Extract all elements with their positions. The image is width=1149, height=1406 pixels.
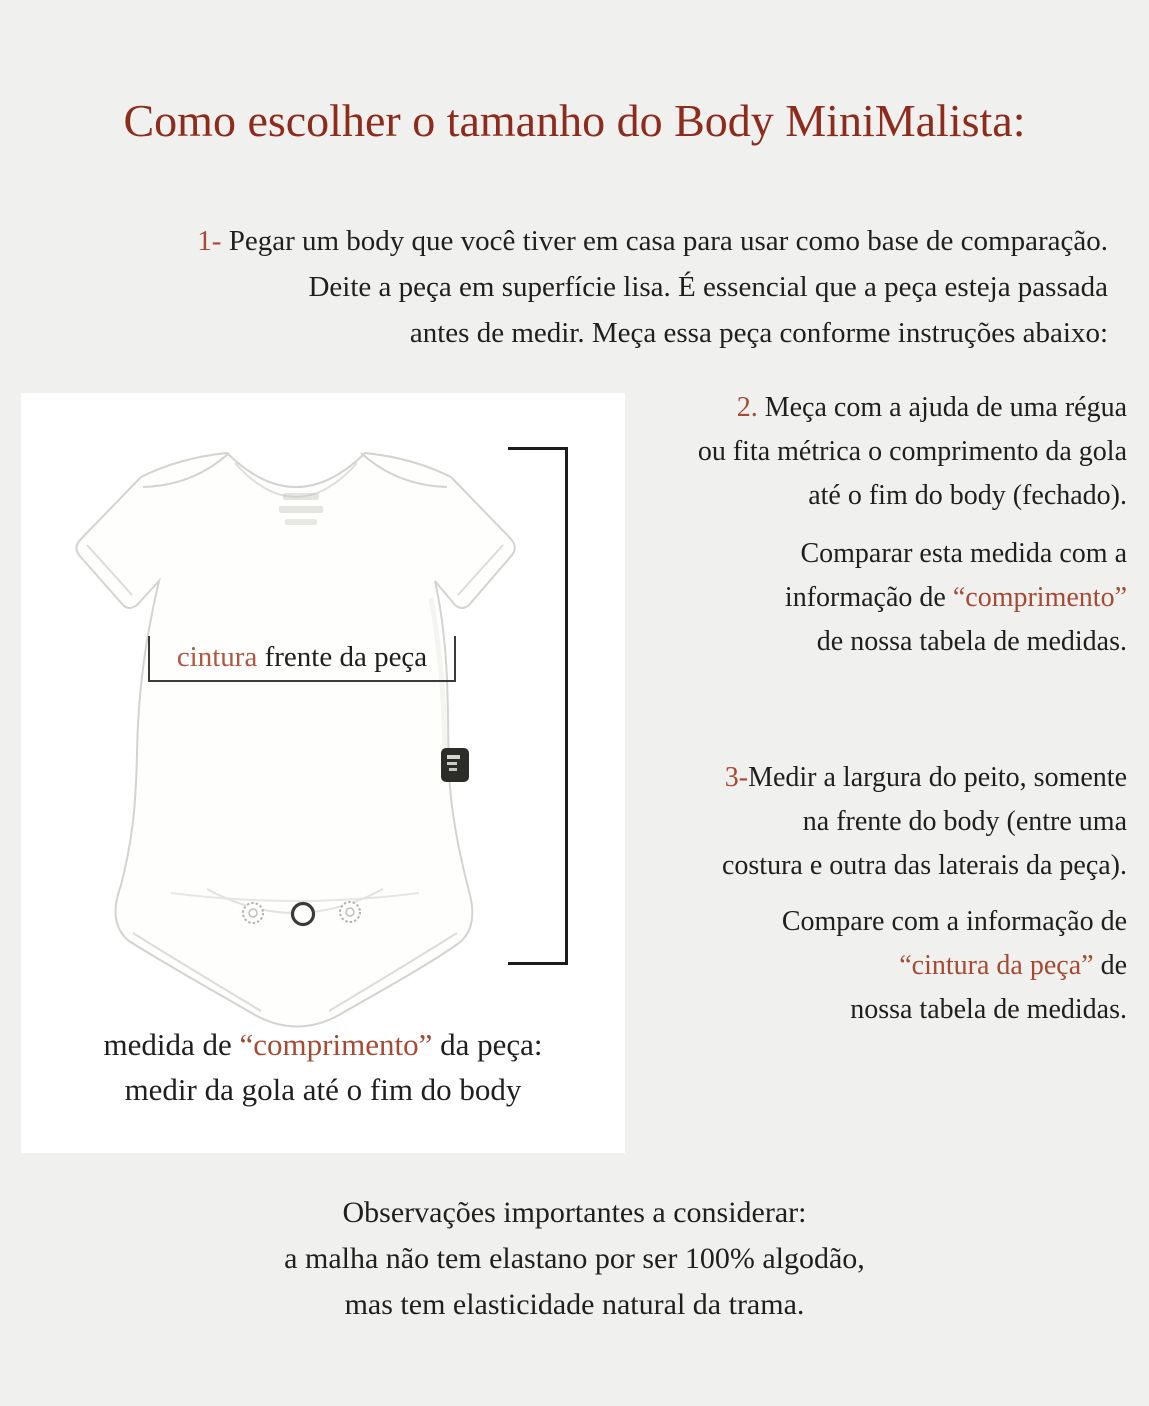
step2-compare-line2: informação de “comprimento” xyxy=(784,582,1127,613)
snap-button-center-icon xyxy=(293,904,314,925)
caption-line1: medida de “comprimento” da peça: xyxy=(103,1027,543,1062)
notes-line3: mas tem elasticidade natural da trama. xyxy=(344,1288,805,1321)
bodysuit-outline xyxy=(76,453,514,1027)
notes-line1: Observações importantes a considerar: xyxy=(342,1196,807,1229)
step1-line1: 1- Pegar um body que você tiver em casa para usar como base de comparação. xyxy=(197,225,1108,257)
step2-number: 2. xyxy=(736,392,758,423)
step2-line3: até o fim do body (fechado). xyxy=(808,480,1127,511)
neck-print xyxy=(279,493,323,525)
waist-label-rest: frente da peça xyxy=(257,641,428,673)
step1-text xyxy=(70,218,1108,356)
length-measure-bracket xyxy=(508,447,568,965)
step2-line1: 2. Meça com a ajuda de uma régua xyxy=(736,392,1127,423)
step3-number: 3- xyxy=(724,762,749,793)
step3-compare-line2: “cintura da peça” de xyxy=(899,950,1127,981)
notes-text xyxy=(0,1190,1149,1328)
waist-measure-label xyxy=(148,636,456,682)
step1-line3: antes de medir. Meça essa peça conforme instruções abaixo: xyxy=(409,317,1108,349)
waist-label-highlight: cintura xyxy=(176,641,258,673)
comprimento-highlight: “comprimento” xyxy=(952,582,1127,613)
page-title: Como escolher o tamanho do Body MiniMalista: xyxy=(123,95,1026,146)
step2-compare-line3: de nossa tabela de medidas. xyxy=(816,626,1127,657)
step2-line2: ou fita métrica o comprimento da gola xyxy=(697,436,1127,467)
step3-compare-line3: nossa tabela de medidas. xyxy=(850,994,1127,1025)
step2-compare-text xyxy=(622,532,1127,664)
care-tag xyxy=(441,748,469,782)
step3-line1: 3-Medir a largura do peito, somente xyxy=(724,762,1127,793)
step3-line3: costura e outra das laterais da peça). xyxy=(721,850,1127,881)
step2-text xyxy=(622,386,1127,518)
step2-compare-line1: Comparar esta medida com a xyxy=(800,538,1127,569)
step3-text xyxy=(622,756,1127,888)
notes-line2: a malha não tem elastano por ser 100% algodão, xyxy=(284,1242,865,1275)
steps-column xyxy=(622,386,1127,1032)
snap-button-left-icon xyxy=(243,903,263,923)
step3-compare-line1: Compare com a informação de xyxy=(781,906,1127,937)
image-caption xyxy=(21,1022,625,1112)
snap-button-right-icon xyxy=(340,902,360,922)
cintura-highlight: “cintura da peça” xyxy=(899,950,1094,981)
caption-line2: medir da gola até o fim do body xyxy=(124,1072,522,1107)
step3-compare-text xyxy=(622,900,1127,1032)
step3-line2: na frente do body (entre uma xyxy=(802,806,1127,837)
step1-line2: Deite a peça em superfície lisa. É essencial que a peça esteja passada xyxy=(308,271,1108,303)
caption-highlight: “comprimento” xyxy=(239,1027,433,1062)
step1-number: 1- xyxy=(197,225,222,257)
